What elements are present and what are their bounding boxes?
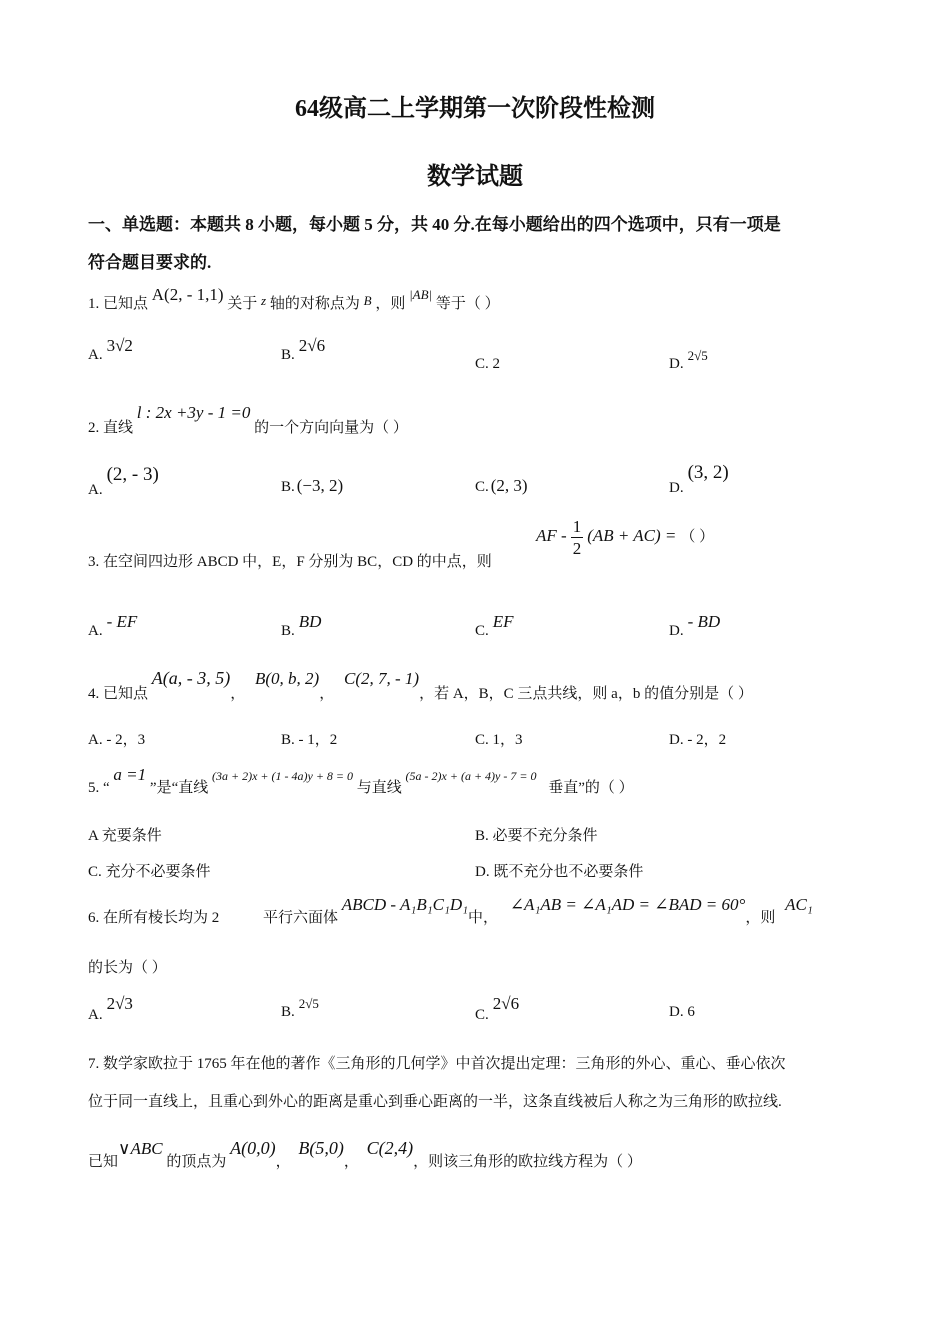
q1-ab: |AB| [409,287,433,302]
q6-ac1: AC₁ [785,895,813,914]
question-6-line2: 的长为（ ） [88,960,167,976]
q6-angles: ∠A₁AB = ∠A₁AD = ∠BAD = 60° [509,895,746,914]
q5-option-d: D. 既不充分也不必要条件 [475,864,644,880]
q5-option-a: A 充要条件 [88,828,162,844]
q5-condition: a =1 [113,765,147,784]
q4-point-a: A(a, - 3, 5) [151,668,231,688]
q5-line2: (5a - 2)x + (a + 4)y - 7 = 0 [405,769,537,783]
q3-option-d: D. - BD [669,612,721,639]
q5-option-b: B. 必要不充分条件 [475,828,598,844]
q6-option-b: B.2√5 [281,996,319,1020]
q1-post: 等于（ ） [435,296,500,312]
q5-option-c: C. 充分不必要条件 [88,864,211,880]
q3-option-c: C. EF [475,612,514,639]
q2-option-c: C. (2, 3) [475,476,528,495]
q2-line-equation: l : 2x +3y - 1 =0 [136,403,251,422]
question-4: 4. 已知点 A(a, - 3, 5)， B(0, b, 2)， C(2, 7, - 1)，若 A，B，C 三点共线，则 a，b 的值分别是（ ） [88,668,753,702]
q7-triangle: ∨ABC [118,1139,163,1158]
q4-option-c: C. 1，3 [475,732,523,748]
q3-option-b: B. BD [281,612,322,639]
question-7-line3: 已知∨ABC 的顶点为 A(0,0)， B(5,0)， C(2,4)，则该三角形的欧拉线方程为（ ） [88,1138,642,1170]
q3-vector-expression: AF - $\frac{1}{2}$ (AB + AC) = （ ） [536,517,715,558]
question-3-text: 3. 在空间四边形 ABCD 中，E，F 分别为 BC，CD 的中点，则 [88,554,492,570]
q1-option-a: A. 3√2 [88,336,133,363]
q6-option-c: C.2√6 [475,994,520,1023]
q1-pre: 1. 已知点 [88,296,149,312]
question-7-line2: 位于同一直线上，且重心到外心的距离是重心到垂心距离的一半，这条直线被后人称之为三角形的欧拉线. [88,1094,782,1110]
q2-option-b: B. (−3, 2) [281,476,344,495]
section-header-line2: 符合题目要求的. [88,253,212,272]
q4-point-b: B(0, b, 2) [255,669,320,688]
q1-axis: z [261,293,267,308]
q3-option-a: A. - EF [88,612,138,639]
page-subtitle: 数学试题 [427,164,523,190]
q1-mid: 关于 [227,296,258,312]
q6-solid: ABCD - A₁B₁C₁D₁ [341,895,469,914]
q4-option-d: D. - 2，2 [669,732,727,748]
q1-mid3: ，则 [375,296,406,312]
q3-fraction: $\frac{1}{2}$ [572,517,582,558]
q6-option-a: A.2√3 [88,994,133,1023]
q7-point-b: B(5,0) [298,1138,344,1158]
q1-option-b: B. 2√6 [281,336,326,363]
q1-b: B [363,293,372,308]
q7-point-c: C(2,4) [366,1138,414,1158]
q1-point: A(2, - 1,1) [151,285,224,304]
page-title: 64级高二上学期第一次阶段性检测 [295,96,655,122]
section-header-line1: 一、单选题：本题共 8 小题，每小题 5 分，共 40 分.在每小题给出的四个选项中，只有一项是 [88,215,781,234]
question-6: 6. 在所有棱长均为 2 平行六面体 ABCD - A₁B₁C₁D₁中， ∠A₁AB = ∠A₁AD = ∠BAD = 60°，则 AC₁ [88,895,813,926]
q6-option-d: D. 6 [669,1004,695,1020]
question-5: 5. “ a =1 ”是“直线 (3a + 2)x + (1 - 4a)y + 8 = 0 与直线 (5a - 2)x + (a + 4)y - 7 = 0 垂直”的（ ） [88,765,634,796]
q7-point-a: A(0,0) [230,1138,276,1158]
question-2: 2. 直线 l : 2x +3y - 1 =0 的一个方向向量为（ ） [88,403,408,436]
question-7-line1: 7. 数学家欧拉于 1765 年在他的著作《三角形的几何学》中首次提出定理：三角形的外心、重心、垂心依次 [88,1056,786,1072]
q1-option-d: D.2√5 [669,348,708,372]
q4-option-a: A. - 2，3 [88,732,146,748]
q2-option-d: D.(3, 2) [669,462,729,496]
question-1 [88,285,500,313]
q1-mid2: 轴的对称点为 [269,296,360,312]
q5-line1: (3a + 2)x + (1 - 4a)y + 8 = 0 [211,769,354,783]
q4-point-c: C(2, 7, - 1) [344,669,420,688]
q4-option-b: B. - 1，2 [281,732,338,748]
q2-option-a: A.(2, - 3) [88,464,159,498]
q1-option-c: C. 2 [475,356,501,372]
